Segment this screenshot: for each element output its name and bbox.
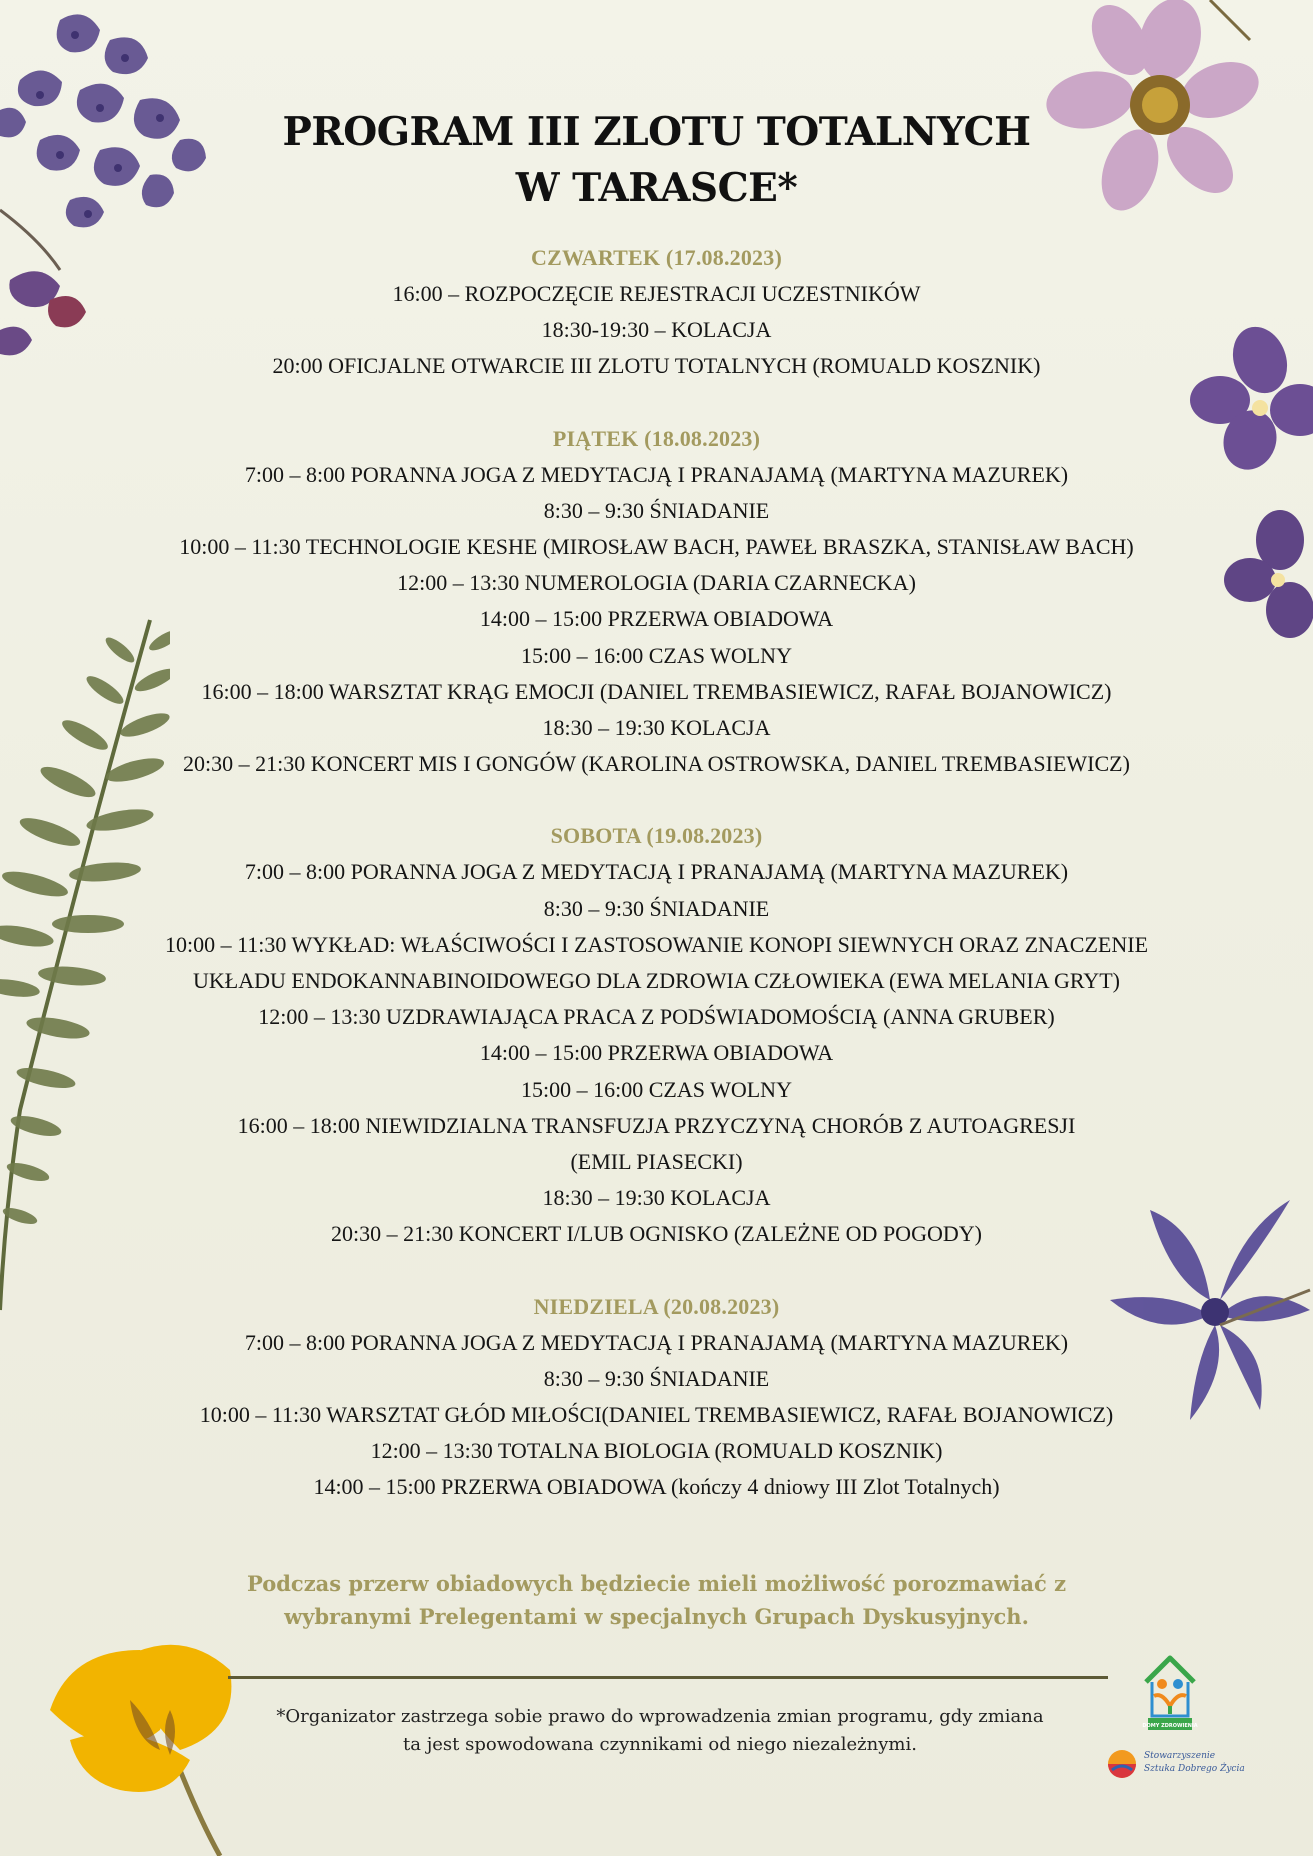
schedule-entry: 8:30 – 9:30 ŚNIADANIE: [543, 895, 770, 921]
schedule-entry: (EMIL PIASECKI): [570, 1149, 743, 1175]
schedule-entry: 14:00 – 15:00 PRZERWA OBIADOWA (kończy 4 dniowy III Zlot Totalnych): [313, 1474, 1000, 1500]
page-title: [0, 104, 1313, 216]
sun-logo-icon: [1106, 1748, 1138, 1780]
schedule-entry: 8:30 – 9:30 ŚNIADANIE: [543, 1365, 770, 1391]
schedule-entry: 10:00 – 11:30 WYKŁAD: WŁAŚCIWOŚCI I ZASTOSOWANIE KONOPI SIEWNYCH ORAZ ZNACZENIE: [164, 931, 1149, 957]
title-line-1: PROGRAM III ZLOTU TOTALNYCH: [282, 109, 1031, 155]
schedule-entry: 18:30-19:30 – KOLACJA: [541, 317, 772, 343]
schedule: [120, 240, 1193, 1542]
schedule-entry: 12:00 – 13:30 TOTALNA BIOLOGIA (ROMUALD KOSZNIK): [370, 1438, 943, 1464]
schedule-entry: 10:00 – 11:30 WARSZTAT GŁÓD MIŁOŚCI(DANIEL TREMBASIEWICZ, RAFAŁ BOJANOWICZ): [199, 1402, 1114, 1428]
association-line-1: Stowarzyszenie: [1144, 1751, 1216, 1761]
schedule-entry: 18:30 – 19:30 KOLACJA: [542, 715, 771, 741]
organizer-footnote: [230, 1703, 1090, 1759]
day-heading: NIEDZIELA (20.08.2023): [533, 1293, 780, 1319]
yellow-poppy-icon: [30, 1630, 250, 1856]
title-line-2: W TARASCE*: [515, 165, 798, 211]
association-name: [1144, 1750, 1245, 1776]
schedule-entry: 16:00 – 18:00 NIEWIDZIALNA TRANSFUZJA PRZYCZYNĄ CHORÓB Z AUTOAGRESJI: [237, 1112, 1076, 1138]
day-saturday: [120, 818, 1193, 1252]
house-logo-text: DOMY ZDROWIENIA: [1142, 1723, 1198, 1729]
day-heading: PIĄTEK (18.08.2023): [552, 425, 761, 451]
discussion-groups-note: [120, 1567, 1193, 1633]
day-thursday: [120, 240, 1193, 385]
schedule-entry: 16:00 – ROZPOCZĘCIE REJESTRACJI UCZESTNIKÓW: [392, 281, 921, 306]
domy-zdrowienia-logo-icon: [1140, 1652, 1200, 1734]
schedule-entry: 16:00 – 18:00 WARSZTAT KRĄG EMOCJI (DANIEL TREMBASIEWICZ, RAFAŁ BOJANOWICZ): [201, 678, 1112, 704]
schedule-entry: UKŁADU ENDOKANNABINOIDOWEGO DLA ZDROWIA CZŁOWIEKA (EWA MELANIA GRYT): [193, 968, 1120, 994]
schedule-entry: 10:00 – 11:30 TECHNOLOGIE KESHE (MIROSŁAW BACH, PAWEŁ BRASZKA, STANISŁAW BACH): [179, 534, 1134, 560]
day-heading: CZWARTEK (17.08.2023): [531, 245, 782, 270]
schedule-entry: 18:30 – 19:30 KOLACJA: [542, 1185, 771, 1211]
association-logo: [1104, 1744, 1254, 1784]
schedule-entry: 20:30 – 21:30 KONCERT MIS I GONGÓW (KAROLINA OSTROWSKA, DANIEL TREMBASIEWICZ): [183, 751, 1130, 777]
schedule-entry: 14:00 – 15:00 PRZERWA OBIADOWA: [479, 606, 834, 632]
day-heading: SOBOTA (19.08.2023): [550, 823, 763, 849]
schedule-entry: 12:00 – 13:30 UZDRAWIAJĄCA PRACA Z PODŚWIADOMOŚCIĄ (ANNA GRUBER): [258, 1004, 1055, 1030]
day-sunday: [120, 1289, 1193, 1506]
footnote-line-1: *Organizator zastrzega sobie prawo do wprowadzenia zmian programu, gdy zmiana: [276, 1706, 1044, 1727]
schedule-entry: 20:30 – 21:30 KONCERT I/LUB OGNISKO (ZALEŻNE OD POGODY): [331, 1221, 982, 1247]
note-line-2: wybranymi Prelegentami w specjalnych Grupach Dyskusyjnych.: [284, 1604, 1029, 1629]
schedule-entry: 7:00 – 8:00 PORANNA JOGA Z MEDYTACJĄ I PRANAJAMĄ (MARTYNA MAZUREK): [244, 859, 1069, 885]
schedule-entry: 20:00 OFICJALNE OTWARCIE III ZLOTU TOTALNYCH (ROMUALD KOSZNIK): [272, 353, 1041, 379]
schedule-entry: 14:00 – 15:00 PRZERWA OBIADOWA: [479, 1040, 834, 1066]
schedule-entry: 7:00 – 8:00 PORANNA JOGA Z MEDYTACJĄ I PRANAJAMĄ (MARTYNA MAZUREK): [244, 1329, 1069, 1355]
schedule-entry: 7:00 – 8:00 PORANNA JOGA Z MEDYTACJĄ I PRANAJAMĄ (MARTYNA MAZUREK): [244, 461, 1069, 487]
schedule-entry: 12:00 – 13:30 NUMEROLOGIA (DARIA CZARNECKA): [397, 570, 916, 596]
violet-flower-icon: [1180, 320, 1313, 660]
divider: [228, 1676, 1108, 1679]
association-line-2: Sztuka Dobrego Życia: [1144, 1764, 1245, 1774]
schedule-entry: 15:00 – 16:00 CZAS WOLNY: [521, 1076, 792, 1102]
day-friday: [120, 421, 1193, 783]
note-line-1: Podczas przerw obiadowych będziecie mieli możliwość porozmawiać z: [246, 1571, 1067, 1596]
schedule-entry: 15:00 – 16:00 CZAS WOLNY: [521, 642, 792, 668]
footnote-line-2: ta jest spowodowana czynnikami od niego niezależnymi.: [403, 1734, 917, 1755]
schedule-entry: 8:30 – 9:30 ŚNIADANIE: [543, 497, 770, 523]
